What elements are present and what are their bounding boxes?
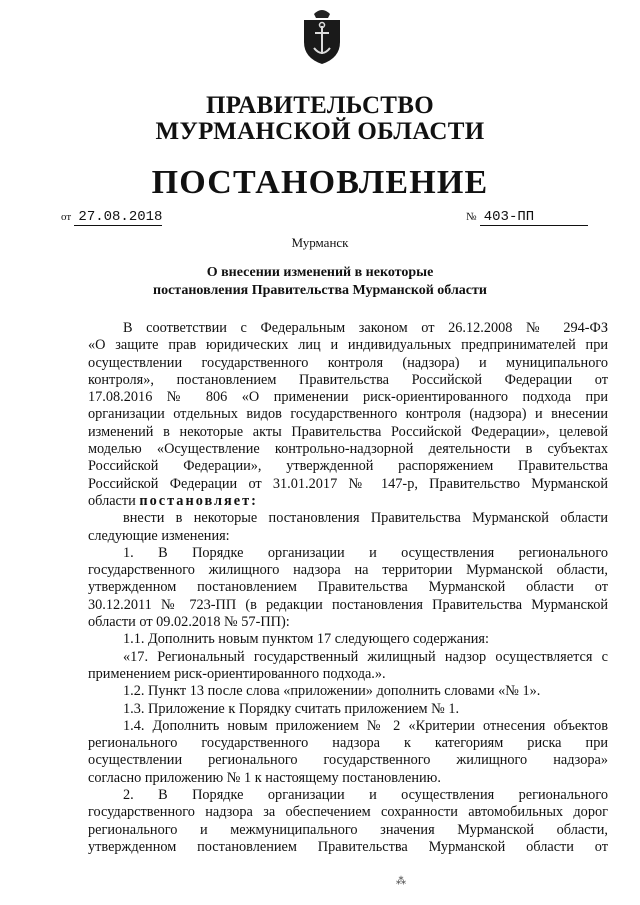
body-line: согласно приложению № 1 к настоящему постановлению. (88, 769, 441, 786)
body-line: 1.4. Дополнить новым приложением № 2 «Критерии отнесения объектов (123, 717, 608, 734)
page-mark: ⁂ (396, 876, 406, 887)
body-line: Российской Федерации», утвержденной распоряжением Правительства (88, 458, 608, 475)
body-line: осуществлении регионального государственного жилищного надзора» (88, 752, 608, 769)
date-field (61, 208, 162, 226)
body-line: области от 09.02.2018 № 57-ПП): (88, 614, 290, 631)
body-line: государственного жилищного надзора на территории Мурманской области, (88, 562, 608, 579)
body-line: утвержденном постановлением Правительства Мурманской области от (88, 838, 608, 855)
body-line: 1. В Порядке организации и осуществления регионального (123, 544, 608, 561)
body-line: В соответствии с Федеральным законом от 26.12.2008 № 294-ФЗ (123, 320, 608, 336)
date-label: от (61, 211, 72, 223)
date-value: 27.08.2018 (74, 209, 162, 226)
document-body (88, 320, 608, 856)
body-line: организации отдельных видов государственного контроля (надзора) и внесении (88, 406, 608, 423)
body-line: контроля», постановлением Правительства Российской Федерации от (88, 371, 608, 388)
body-line: «17. Региональный государственный жилищный надзор осуществляется с (123, 648, 608, 665)
government-title-line1: ПРАВИТЕЛЬСТВО (206, 92, 434, 119)
document-title-line1: О внесении изменений в некоторые (206, 265, 434, 280)
coat-of-arms-emblem (301, 6, 343, 66)
number-label: № (466, 211, 477, 223)
number-field (466, 208, 588, 226)
body-line: внести в некоторые постановления Правительства Мурманской области (123, 510, 608, 527)
body-line: государственного надзора за обеспечением сохранности автомобильных дорог (88, 804, 608, 821)
body-line: регионального государственного надзора к категориям риска при (88, 735, 608, 752)
body-text: области (88, 492, 136, 509)
body-line: 30.12.2011 № 723-ПП (в редакции постановления Правительства Мурманской (88, 596, 608, 613)
resolve-word: постановляет: (139, 492, 258, 509)
body-line: применением риск-ориентированного подхода.». (88, 665, 386, 682)
body-line: изменений в некоторые акты Правительства Российской Федерации», целевой (88, 423, 608, 440)
body-line: 1.2. Пункт 13 после слова «приложении» дополнить словами «№ 1». (123, 683, 541, 700)
body-line (88, 493, 608, 510)
body-line: осуществлении государственного контроля (надзора) и муниципального (88, 354, 608, 371)
government-title-line2: МУРМАНСКОЙ ОБЛАСТИ (155, 118, 485, 145)
body-line: Российской Федерации от 31.01.2017 № 147-р, Правительство Мурманской (88, 475, 608, 492)
body-line: моделью «Осуществление контрольно-надзорной деятельности в субъектах (88, 441, 608, 458)
body-line: 1.3. Приложение к Порядку считать приложением № 1. (123, 700, 460, 717)
body-line: регионального и межмуниципального значения Мурманской области, (88, 821, 608, 838)
body-line: 17.08.2016 № 806 «О применении риск-ориентированного подхода при (88, 389, 608, 406)
body-line: «О защите прав юридических лиц и индивидуальных предпринимателей при (88, 337, 608, 354)
body-line: следующие изменения: (88, 527, 230, 544)
city: Мурманск (291, 235, 349, 250)
body-line: 2. В Порядке организации и осуществления регионального (123, 787, 608, 804)
body-line: утвержденном постановлением Правительства Мурманской области от (88, 579, 608, 596)
body-line: 1.1. Дополнить новым пунктом 17 следующего содержания: (123, 631, 489, 648)
number-value: 403-ПП (480, 209, 588, 226)
document-type: ПОСТАНОВЛЕНИЕ (151, 164, 489, 201)
document-title-line2: постановления Правительства Мурманской области (153, 283, 487, 298)
